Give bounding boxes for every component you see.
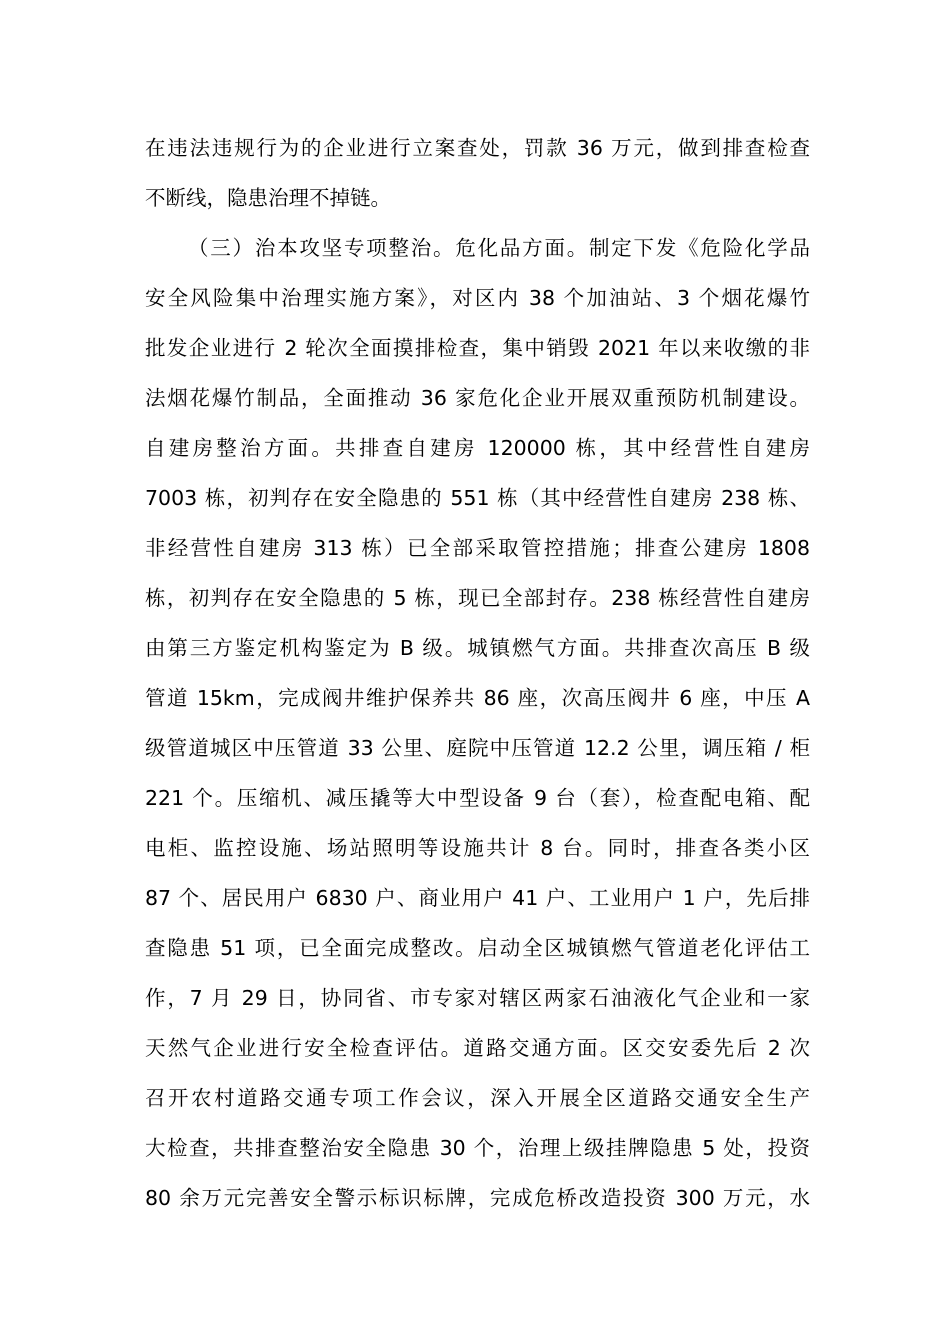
text-line-22: 80 余万元完善安全警示标识标牌，完成危桥改造投资 300 万元，水 (145, 1186, 810, 1210)
text-line-2: 不断线，隐患治理不掉链。 (145, 186, 391, 210)
text-line-6: 法烟花爆竹制品，全面推动 36 家危化企业开展双重预防机制建设。 (145, 386, 810, 410)
text-line-4: 安全风险集中治理实施方案》，对区内 38 个加油站、3 个烟花爆竹 (145, 286, 810, 310)
text-line-8: 7003 栋，初判存在安全隐患的 551 栋（其中经营性自建房 238 栋、 (145, 486, 810, 510)
text-line-12: 管道 15km，完成阀井维护保养共 86 座，次高压阀井 6 座，中压 A (145, 686, 810, 710)
text-line-19: 天然气企业进行安全检查评估。道路交通方面。区交安委先后 2 次 (145, 1036, 810, 1060)
text-line-18: 作，7 月 29 日，协同省、市专家对辖区两家石油液化气企业和一家 (145, 986, 810, 1010)
text-line-17: 查隐患 51 项，已全面完成整改。启动全区城镇燃气管道老化评估工 (145, 936, 810, 960)
text-line-21: 大检查，共排查整治安全隐患 30 个，治理上级挂牌隐患 5 处，投资 (145, 1136, 810, 1160)
text-line-5: 批发企业进行 2 轮次全面摸排检查，集中销毁 2021 年以来收缴的非 (145, 336, 810, 360)
text-line-9: 非经营性自建房 313 栋）已全部采取管控措施；排查公建房 1808 (145, 536, 810, 560)
text-line-1: 在违法违规行为的企业进行立案查处，罚款 36 万元，做到排查检查 (145, 136, 810, 160)
text-line-16: 87 个、居民用户 6830 户、商业用户 41 户、工业用户 1 户，先后排 (145, 886, 810, 910)
section-heading-line: （三）治本攻坚专项整治。危化品方面。制定下发《危险化学品 (188, 236, 810, 260)
text-line-13: 级管道城区中压管道 33 公里、庭院中压管道 12.2 公里，调压箱 / 柜 (145, 736, 810, 760)
text-line-15: 电柜、监控设施、场站照明等设施共计 8 台。同时，排查各类小区 (145, 836, 810, 860)
text-line-10: 栋，初判存在安全隐患的 5 栋，现已全部封存。238 栋经营性自建房 (145, 586, 810, 610)
text-line-14: 221 个。压缩机、减压撬等大中型设备 9 台（套），检查配电箱、配 (145, 786, 810, 810)
text-line-7: 自建房整治方面。共排查自建房 120000 栋，其中经营性自建房 (145, 436, 810, 460)
text-line-20: 召开农村道路交通专项工作会议，深入开展全区道路交通安全生产 (145, 1086, 810, 1110)
text-line-11: 由第三方鉴定机构鉴定为 B 级。城镇燃气方面。共排查次高压 B 级 (145, 636, 810, 660)
